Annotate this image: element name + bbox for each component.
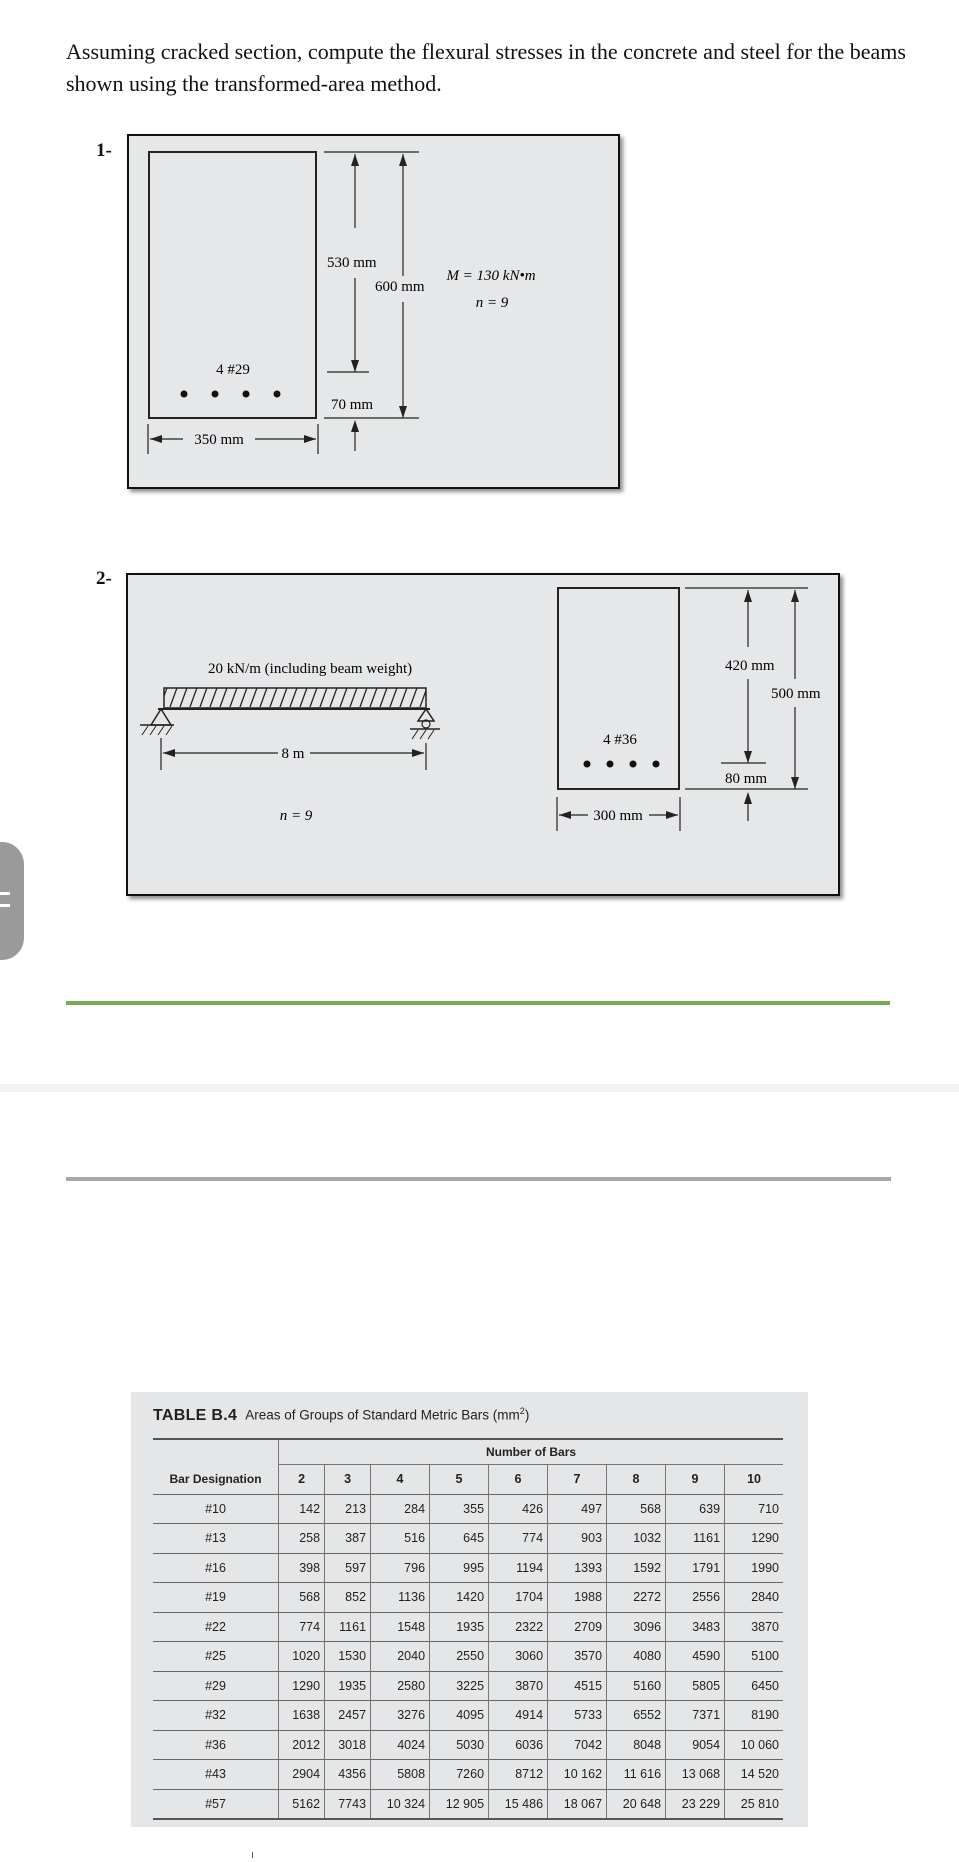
bar-area-table-image xyxy=(131,1392,808,1827)
area-cell: 710 xyxy=(725,1494,783,1524)
area-cell: 5805 xyxy=(666,1671,725,1701)
area-cell: 645 xyxy=(430,1524,489,1554)
area-cell: 20 648 xyxy=(607,1789,666,1819)
area-cell: 8190 xyxy=(725,1701,783,1731)
area-cell: 6552 xyxy=(607,1701,666,1731)
cover-label-1: 70 mm xyxy=(331,397,374,413)
area-cell: 3096 xyxy=(607,1612,666,1642)
cursor-mark xyxy=(252,1852,253,1858)
bar-designation-cell: #25 xyxy=(153,1642,279,1672)
table-row xyxy=(153,1583,783,1613)
distributed-load xyxy=(164,688,426,708)
problem-2-figure xyxy=(126,573,840,896)
area-cell: 774 xyxy=(489,1524,548,1554)
bar-designation-cell: #29 xyxy=(153,1671,279,1701)
area-cell: 1194 xyxy=(489,1553,548,1583)
area-cell: 2322 xyxy=(489,1612,548,1642)
area-cell: 2550 xyxy=(430,1642,489,1672)
area-cell: 426 xyxy=(489,1494,548,1524)
area-cell: 5808 xyxy=(371,1760,430,1790)
bar-designation-cell: #43 xyxy=(153,1760,279,1790)
table-row xyxy=(153,1671,783,1701)
table-row xyxy=(153,1494,783,1524)
table-row xyxy=(153,1553,783,1583)
column-header-2: 2 xyxy=(279,1465,325,1495)
area-cell: 3870 xyxy=(489,1671,548,1701)
number-of-bars-header: Number of Bars xyxy=(279,1439,783,1465)
area-cell: 903 xyxy=(548,1524,607,1554)
area-cell: 568 xyxy=(607,1494,666,1524)
area-cell: 398 xyxy=(279,1553,325,1583)
rebar-1b xyxy=(212,391,219,398)
area-cell: 3483 xyxy=(666,1612,725,1642)
area-cell: 1161 xyxy=(666,1524,725,1554)
bar-designation-cell: #22 xyxy=(153,1612,279,1642)
area-cell: 1420 xyxy=(430,1583,489,1613)
area-cell: 1704 xyxy=(489,1583,548,1613)
area-cell: 2580 xyxy=(371,1671,430,1701)
table-row xyxy=(153,1701,783,1731)
area-cell: 8048 xyxy=(607,1730,666,1760)
area-cell: 497 xyxy=(548,1494,607,1524)
area-cell: 5160 xyxy=(607,1671,666,1701)
area-cell: 2040 xyxy=(371,1642,430,1672)
area-cell: 516 xyxy=(371,1524,430,1554)
area-cell: 4356 xyxy=(325,1760,371,1790)
area-cell: 213 xyxy=(325,1494,371,1524)
area-cell: 4095 xyxy=(430,1701,489,1731)
d-label-1: 530 mm xyxy=(327,255,377,271)
rebar-2d xyxy=(653,761,660,768)
roller-support xyxy=(418,709,434,721)
bar-designation-cell: #57 xyxy=(153,1789,279,1819)
area-cell: 4080 xyxy=(607,1642,666,1672)
area-cell: 3570 xyxy=(548,1642,607,1672)
width-label-2: 300 mm xyxy=(593,808,643,824)
area-cell: 15 486 xyxy=(489,1789,548,1819)
load-label-2: 20 kN/m (including beam weight) xyxy=(208,661,413,677)
table-row xyxy=(153,1612,783,1642)
table-row xyxy=(153,1730,783,1760)
area-cell: 10 060 xyxy=(725,1730,783,1760)
area-cell: 2840 xyxy=(725,1583,783,1613)
area-cell: 3018 xyxy=(325,1730,371,1760)
rebar-2b xyxy=(607,761,614,768)
area-cell: 25 810 xyxy=(725,1789,783,1819)
area-cell: 5030 xyxy=(430,1730,489,1760)
side-panel-tab[interactable] xyxy=(0,842,24,960)
rebar-1d xyxy=(274,391,281,398)
area-cell: 774 xyxy=(279,1612,325,1642)
area-cell: 2709 xyxy=(548,1612,607,1642)
area-cell: 3225 xyxy=(430,1671,489,1701)
area-cell: 4914 xyxy=(489,1701,548,1731)
area-cell: 2012 xyxy=(279,1730,325,1760)
column-header-8: 8 xyxy=(607,1465,666,1495)
rebar-2c xyxy=(630,761,637,768)
area-cell: 1791 xyxy=(666,1553,725,1583)
column-header-3: 3 xyxy=(325,1465,371,1495)
bar-area-table xyxy=(153,1438,783,1820)
area-cell: 2556 xyxy=(666,1583,725,1613)
beam-2-diagram xyxy=(128,575,838,894)
beam-section-1-diagram xyxy=(129,136,618,487)
area-cell: 13 068 xyxy=(666,1760,725,1790)
area-cell: 5100 xyxy=(725,1642,783,1672)
rebar-1c xyxy=(243,391,250,398)
area-cell: 355 xyxy=(430,1494,489,1524)
area-cell: 597 xyxy=(325,1553,371,1583)
area-cell: 387 xyxy=(325,1524,371,1554)
n-label-1: n = 9 xyxy=(475,295,509,311)
bar-designation-cell: #16 xyxy=(153,1553,279,1583)
area-cell: 11 616 xyxy=(607,1760,666,1790)
area-cell: 284 xyxy=(371,1494,430,1524)
n-label-2: n = 9 xyxy=(279,808,313,824)
answer-divider xyxy=(66,1177,891,1181)
area-cell: 5162 xyxy=(279,1789,325,1819)
area-cell: 7743 xyxy=(325,1789,371,1819)
area-cell: 2457 xyxy=(325,1701,371,1731)
h-label-2: 500 mm xyxy=(771,686,821,702)
area-cell: 568 xyxy=(279,1583,325,1613)
area-cell: 1530 xyxy=(325,1642,371,1672)
area-cell: 10 162 xyxy=(548,1760,607,1790)
area-cell: 1990 xyxy=(725,1553,783,1583)
table-row xyxy=(153,1524,783,1554)
area-cell: 852 xyxy=(325,1583,371,1613)
area-cell: 2904 xyxy=(279,1760,325,1790)
area-cell: 6036 xyxy=(489,1730,548,1760)
area-cell: 1935 xyxy=(325,1671,371,1701)
bar-designation-header: Bar Designation xyxy=(169,1472,262,1486)
problem-2-label: 2- xyxy=(96,568,112,589)
area-cell: 639 xyxy=(666,1494,725,1524)
area-cell: 4515 xyxy=(548,1671,607,1701)
bar-designation-cell: #10 xyxy=(153,1494,279,1524)
rebar-2a xyxy=(584,761,591,768)
area-cell: 995 xyxy=(430,1553,489,1583)
h-label-1: 600 mm xyxy=(375,279,425,295)
area-cell: 7260 xyxy=(430,1760,489,1790)
area-cell: 1393 xyxy=(548,1553,607,1583)
area-cell: 1161 xyxy=(325,1612,371,1642)
area-cell: 796 xyxy=(371,1553,430,1583)
area-cell: 1032 xyxy=(607,1524,666,1554)
area-cell: 142 xyxy=(279,1494,325,1524)
area-cell: 1290 xyxy=(725,1524,783,1554)
area-cell: 10 324 xyxy=(371,1789,430,1819)
area-cell: 7371 xyxy=(666,1701,725,1731)
table-title: TABLE B.4 Areas of Groups of Standard Metric Bars $(mm^2)$ xyxy=(153,1406,530,1424)
accent-divider xyxy=(66,1001,890,1005)
problem-statement: Assuming cracked section, compute the flexural stresses in the concrete and steel for the beams shown using the transformed-area method. xyxy=(66,39,906,96)
area-cell: 1290 xyxy=(279,1671,325,1701)
beam-2-section-outline xyxy=(558,588,679,789)
column-header-10: 10 xyxy=(725,1465,783,1495)
area-cell: 5733 xyxy=(548,1701,607,1731)
bar-designation-cell: #13 xyxy=(153,1524,279,1554)
area-cell: 1020 xyxy=(279,1642,325,1672)
column-header-6: 6 xyxy=(489,1465,548,1495)
rebar-1a xyxy=(181,391,188,398)
area-cell: 14 520 xyxy=(725,1760,783,1790)
area-cell: 9054 xyxy=(666,1730,725,1760)
area-cell: 18 067 xyxy=(548,1789,607,1819)
area-cell: 4590 xyxy=(666,1642,725,1672)
area-cell: 1988 xyxy=(548,1583,607,1613)
bar-designation-cell: #32 xyxy=(153,1701,279,1731)
area-cell: 1592 xyxy=(607,1553,666,1583)
column-header-4: 4 xyxy=(371,1465,430,1495)
area-cell: 7042 xyxy=(548,1730,607,1760)
area-cell: 1136 xyxy=(371,1583,430,1613)
span-label-2: 8 m xyxy=(281,746,305,762)
column-header-5: 5 xyxy=(430,1465,489,1495)
area-cell: 4024 xyxy=(371,1730,430,1760)
pin-support xyxy=(151,709,171,725)
area-cell: 3060 xyxy=(489,1642,548,1672)
area-cell: 12 905 xyxy=(430,1789,489,1819)
table-row xyxy=(153,1760,783,1790)
cover-label-2: 80 mm xyxy=(725,771,768,787)
section-separator xyxy=(0,1084,959,1092)
area-cell: 3870 xyxy=(725,1612,783,1642)
problem-1-label: 1- xyxy=(96,140,112,161)
area-cell: 3276 xyxy=(371,1701,430,1731)
area-cell: 8712 xyxy=(489,1760,548,1790)
bar-designation-cell: #19 xyxy=(153,1583,279,1613)
bars-label-1: 4 #29 xyxy=(216,362,250,378)
d-label-2: 420 mm xyxy=(725,658,775,674)
area-cell: 1935 xyxy=(430,1612,489,1642)
area-cell: 23 229 xyxy=(666,1789,725,1819)
moment-label-1: M = 130 kN•m xyxy=(446,268,536,284)
area-cell: 2272 xyxy=(607,1583,666,1613)
problem-1-figure xyxy=(127,134,620,489)
column-header-7: 7 xyxy=(548,1465,607,1495)
area-cell: 258 xyxy=(279,1524,325,1554)
area-cell: 6450 xyxy=(725,1671,783,1701)
area-cell: 1638 xyxy=(279,1701,325,1731)
bars-label-2: 4 #36 xyxy=(603,732,637,748)
table-row xyxy=(153,1642,783,1672)
width-label-1: 350 mm xyxy=(194,432,244,448)
bar-designation-cell: #36 xyxy=(153,1730,279,1760)
table-row xyxy=(153,1789,783,1819)
column-header-9: 9 xyxy=(666,1465,725,1495)
area-cell: 1548 xyxy=(371,1612,430,1642)
beam-1-section-outline xyxy=(149,152,316,418)
